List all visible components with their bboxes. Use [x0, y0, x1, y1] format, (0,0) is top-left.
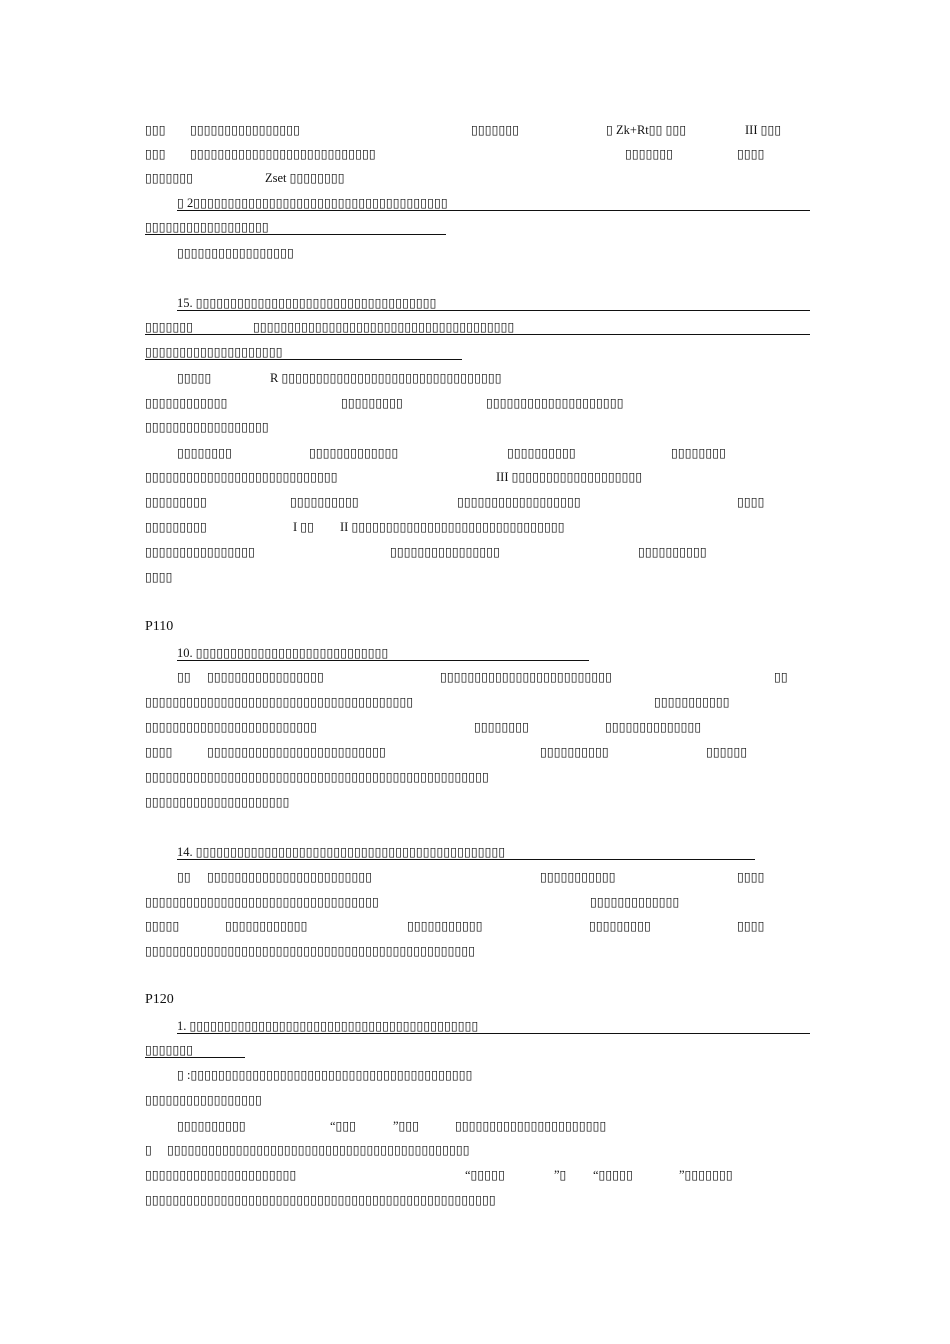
text-line [145, 493, 810, 511]
text-line [177, 444, 810, 462]
text-line [177, 1117, 810, 1135]
text-segment: ▯▯▯▯▯▯▯▯▯▯▯▯▯▯▯▯▯▯▯▯▯▯▯▯▯ [440, 670, 612, 684]
text-segment: ▯▯▯▯▯▯▯ [145, 1041, 245, 1058]
text-line [177, 369, 810, 387]
text-line [145, 218, 810, 236]
text-segment: ▯▯▯▯▯▯▯▯▯▯▯▯▯▯▯▯▯▯▯▯▯▯▯▯▯▯▯▯▯▯▯▯▯▯▯▯▯▯▯▯▯▯▯▯▯▯▯▯ [145, 944, 476, 958]
text-segment: ▯▯▯▯ [145, 745, 173, 759]
text-segment: I ▯▯ [293, 520, 315, 534]
text-segment: ▯▯ [774, 670, 788, 684]
text-segment: ▯▯▯▯▯▯▯ [145, 318, 253, 335]
text-segment: ▯▯▯▯▯▯▯▯▯▯▯▯▯ [590, 895, 680, 909]
text-segment: ”▯▯▯ [393, 1119, 420, 1133]
text-segment: ▯ Zk+Rt▯▯ ▯▯▯ [606, 123, 687, 137]
text-line [145, 693, 810, 711]
text-segment: ▯▯▯▯▯▯▯▯▯▯ [638, 545, 707, 559]
text-line [145, 418, 810, 436]
text-line [177, 294, 810, 312]
text-segment: ▯▯▯▯ [737, 495, 765, 509]
text-segment: ▯▯▯▯▯▯▯▯▯▯▯▯▯▯▯▯ [190, 123, 301, 137]
text-segment: ▯ 2▯▯▯▯▯▯▯▯▯▯▯▯▯▯▯▯▯▯▯▯▯▯▯▯▯▯▯▯▯▯▯▯▯▯▯▯▯ [177, 194, 810, 211]
text-segment: ▯▯▯▯▯▯▯ [145, 171, 194, 185]
text-line [177, 868, 810, 886]
text-segment: ▯ :▯▯▯▯▯▯▯▯▯▯▯▯▯▯▯▯▯▯▯▯▯▯▯▯▯▯▯▯▯▯▯▯▯▯▯▯▯▯▯▯▯ [177, 1068, 473, 1082]
text-segment: “▯▯▯ [330, 1119, 357, 1133]
text-segment: ▯▯▯▯▯▯▯▯▯▯▯ [407, 919, 483, 933]
text-segment: R ▯▯▯▯▯▯▯▯▯▯▯▯▯▯▯▯▯▯▯▯▯▯▯▯▯▯▯▯▯▯▯▯ [270, 371, 502, 385]
section-heading-p110: P110 [145, 619, 174, 634]
text-segment: ▯▯▯▯▯▯▯▯▯▯▯▯▯▯▯▯▯ [177, 246, 294, 260]
text-segment: ▯▯▯ [145, 147, 166, 161]
text-segment: ▯▯▯▯▯▯▯▯▯▯▯▯▯ [309, 446, 399, 460]
text-segment: ▯▯▯▯▯ [177, 371, 212, 385]
text-segment: ▯▯▯▯▯▯▯▯▯▯▯▯▯▯▯▯▯▯▯▯▯▯▯▯▯▯▯ [190, 147, 376, 161]
text-line [145, 568, 810, 586]
text-line [177, 244, 810, 262]
text-segment: ▯▯▯▯▯▯▯▯▯▯▯▯▯▯▯▯▯▯▯▯▯▯▯▯▯▯▯▯▯▯▯▯▯▯▯▯▯▯▯▯▯▯▯▯▯▯▯▯▯▯▯ [145, 1193, 496, 1207]
text-segment: “▯▯▯▯▯ [465, 1168, 505, 1182]
text-segment: ▯▯▯▯▯▯▯ [471, 123, 520, 137]
text-line [145, 893, 810, 911]
text-line [177, 194, 810, 212]
text-segment: ”▯ [554, 1168, 567, 1182]
text-line [145, 793, 810, 811]
text-line [145, 743, 810, 761]
text-segment: ▯▯ [177, 870, 191, 884]
text-segment: ▯▯▯▯▯▯▯▯ [474, 720, 530, 734]
text-segment: ▯▯▯▯▯▯▯▯▯▯▯▯ [145, 396, 228, 410]
text-line [145, 318, 810, 336]
text-segment: III ▯▯▯▯▯▯▯▯▯▯▯▯▯▯▯▯▯▯▯ [496, 470, 643, 484]
text-segment: ▯▯▯▯▯▯▯▯▯ [145, 520, 207, 534]
text-line [145, 1041, 810, 1059]
text-segment: ▯▯▯▯▯▯▯▯▯▯ [290, 495, 359, 509]
text-segment: ▯▯▯▯▯▯▯▯▯▯▯▯▯▯▯▯▯▯▯▯▯▯▯▯ [207, 870, 373, 884]
text-segment: III ▯▯▯ [745, 123, 782, 137]
text-segment: ▯▯▯▯▯▯▯▯▯▯▯▯▯▯ [605, 720, 702, 734]
text-segment: ▯▯▯▯▯▯▯▯▯▯ [507, 446, 576, 460]
text-segment: ▯▯▯▯▯▯▯▯▯▯▯▯▯▯▯▯▯▯▯▯▯▯▯▯▯▯▯▯▯▯▯▯▯▯▯▯▯▯▯ [145, 695, 414, 709]
text-segment: ▯ [145, 1143, 152, 1157]
text-line [145, 543, 810, 561]
text-segment: ▯▯▯▯▯▯▯▯▯▯▯▯▯▯▯▯▯▯▯▯▯▯▯▯▯▯ [207, 745, 386, 759]
text-segment: ▯▯ [177, 670, 191, 684]
text-segment: 15. ▯▯▯▯▯▯▯▯▯▯▯▯▯▯▯▯▯▯▯▯▯▯▯▯▯▯▯▯▯▯▯▯▯▯▯ [177, 294, 810, 311]
text-segment: ▯▯▯▯▯▯▯▯▯▯▯▯▯▯▯▯▯▯▯▯▯ [145, 795, 290, 809]
text-segment: ▯▯▯▯▯▯ [706, 745, 748, 759]
text-segment: ▯▯▯▯▯▯▯▯▯▯▯▯▯▯▯▯▯▯▯▯▯▯▯▯▯▯▯▯▯▯▯▯▯▯▯▯▯▯ [253, 318, 810, 335]
text-segment: ▯▯▯▯▯▯▯▯▯▯▯▯▯▯▯▯▯ [207, 670, 324, 684]
text-line [145, 718, 810, 736]
text-segment: “▯▯▯▯▯ [593, 1168, 633, 1182]
text-line [177, 1017, 810, 1035]
text-segment: ▯▯▯▯▯▯▯ [625, 147, 674, 161]
text-line [177, 644, 810, 662]
text-segment: ▯▯▯▯▯▯▯▯▯ [341, 396, 403, 410]
text-segment: ▯▯▯▯▯▯▯▯▯▯▯▯▯▯▯▯▯▯▯▯▯▯ [455, 1119, 607, 1133]
text-segment: ▯▯▯▯▯▯▯▯▯▯▯▯▯▯▯▯▯▯▯▯▯▯ [145, 1168, 297, 1182]
text-segment: 10. ▯▯▯▯▯▯▯▯▯▯▯▯▯▯▯▯▯▯▯▯▯▯▯▯▯▯▯▯ [177, 644, 589, 661]
text-segment: ”▯▯▯▯▯▯▯ [679, 1168, 733, 1182]
text-segment: ▯▯▯▯▯▯▯▯▯▯▯▯▯▯▯▯▯▯▯▯▯▯▯▯▯▯▯▯▯▯▯▯▯▯▯▯▯▯▯▯▯▯▯▯▯▯▯▯▯▯ [145, 770, 489, 784]
text-segment: Zset ▯▯▯▯▯▯▯▯ [265, 171, 345, 185]
text-line [145, 468, 810, 486]
text-segment: ▯▯▯▯▯ [145, 919, 180, 933]
text-segment: ▯▯▯▯ [145, 570, 173, 584]
text-line [145, 942, 810, 960]
text-line [145, 768, 810, 786]
text-line [177, 668, 810, 686]
text-segment: ▯▯▯▯▯▯▯▯▯▯▯▯ [225, 919, 308, 933]
text-line [145, 394, 810, 412]
text-segment: ▯▯▯▯▯▯▯▯▯▯▯▯▯▯▯▯▯▯ [145, 420, 269, 434]
text-line [177, 1066, 810, 1084]
text-segment: ▯▯▯▯▯▯▯▯▯▯▯▯▯▯▯▯▯▯ [145, 218, 446, 235]
text-line [145, 518, 810, 536]
text-segment: II ▯▯▯▯▯▯▯▯▯▯▯▯▯▯▯▯▯▯▯▯▯▯▯▯▯▯▯▯▯▯▯ [340, 520, 565, 534]
text-segment: ▯▯▯▯▯▯▯▯▯▯ [540, 745, 609, 759]
text-segment: ▯▯▯▯ [737, 919, 765, 933]
text-segment: 1. ▯▯▯▯▯▯▯▯▯▯▯▯▯▯▯▯▯▯▯▯▯▯▯▯▯▯▯▯▯▯▯▯▯▯▯▯▯▯▯▯▯▯ [177, 1017, 810, 1034]
text-line [177, 843, 810, 861]
text-segment: ▯▯▯ [145, 123, 166, 137]
text-segment: ▯▯▯▯ [737, 147, 765, 161]
text-segment: ▯▯▯▯▯▯▯▯▯▯▯▯▯▯▯▯▯▯▯▯ [145, 343, 462, 360]
text-segment: ▯▯▯▯▯▯▯▯▯▯▯▯▯▯▯▯▯▯▯▯ [486, 396, 624, 410]
text-segment: ▯▯▯▯▯▯▯▯ [177, 446, 233, 460]
text-line [145, 1091, 810, 1109]
text-line [145, 145, 810, 163]
text-segment: 14. ▯▯▯▯▯▯▯▯▯▯▯▯▯▯▯▯▯▯▯▯▯▯▯▯▯▯▯▯▯▯▯▯▯▯▯▯▯▯▯▯▯▯▯▯▯ [177, 843, 755, 860]
text-segment: ▯▯▯▯▯▯▯▯▯▯▯▯▯▯▯▯▯▯ [457, 495, 581, 509]
text-line [145, 343, 810, 361]
text-segment: ▯▯▯▯▯▯▯▯▯▯▯▯▯▯▯▯▯▯▯▯▯▯▯▯▯▯▯▯▯▯▯▯▯▯ [145, 895, 379, 909]
text-segment: ▯▯▯▯▯▯▯▯▯ [589, 919, 651, 933]
text-segment: ▯▯▯▯▯▯▯▯▯▯▯▯▯▯▯▯▯▯▯▯▯▯▯▯▯▯▯▯ [145, 470, 338, 484]
text-segment: ▯▯▯▯▯▯▯▯▯▯ [177, 1119, 246, 1133]
text-segment: ▯▯▯▯ [737, 870, 765, 884]
section-heading-p120: P120 [145, 992, 174, 1007]
text-segment: ▯▯▯▯▯▯▯▯▯▯▯▯▯▯▯▯▯▯▯▯▯▯▯▯▯ [145, 720, 317, 734]
text-segment: ▯▯▯▯▯▯▯▯▯▯▯▯▯▯▯▯ [145, 545, 256, 559]
text-line [145, 917, 810, 935]
text-line [145, 1191, 810, 1209]
text-segment: ▯▯▯▯▯▯▯▯ [671, 446, 727, 460]
text-line [145, 121, 810, 139]
text-line [145, 169, 810, 187]
text-line [145, 1141, 810, 1159]
text-segment: ▯▯▯▯▯▯▯▯▯▯▯▯▯▯▯▯▯ [145, 1093, 262, 1107]
text-segment: ▯▯▯▯▯▯▯▯▯ [145, 495, 207, 509]
text-segment: ▯▯▯▯▯▯▯▯▯▯▯ [540, 870, 616, 884]
text-segment: ▯▯▯▯▯▯▯▯▯▯▯▯▯▯▯▯ [390, 545, 501, 559]
text-line [145, 1166, 810, 1184]
text-segment: ▯▯▯▯▯▯▯▯▯▯▯ [654, 695, 730, 709]
text-segment: ▯▯▯▯▯▯▯▯▯▯▯▯▯▯▯▯▯▯▯▯▯▯▯▯▯▯▯▯▯▯▯▯▯▯▯▯▯▯▯▯▯▯▯▯ [167, 1143, 470, 1157]
